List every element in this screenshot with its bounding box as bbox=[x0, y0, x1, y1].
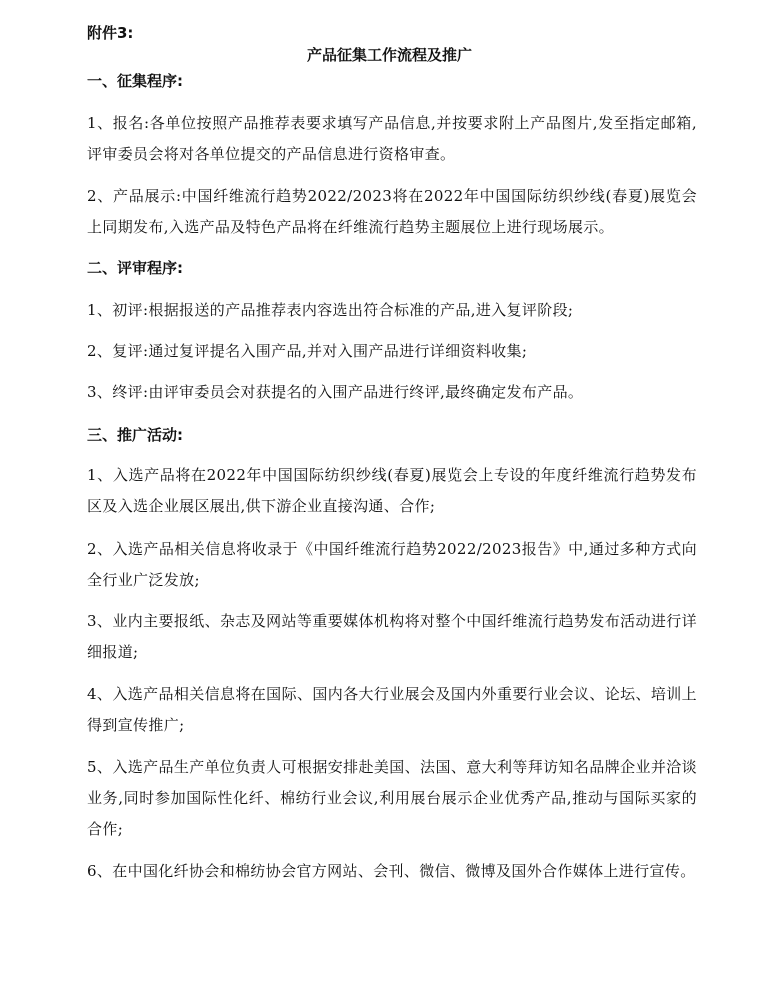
section-heading-collection: 一、征集程序: bbox=[87, 72, 183, 90]
collection-item-2: 2、产品展示:中国纤维流行趋势2022/2023将在2022年中国国际纺织纱线(春夏)展览会上同期发布,入选产品及特色产品将在纤维流行趋势主题展位上进行现场展示。 bbox=[87, 187, 697, 236]
promotion-item-5: 5、入选产品生产单位负责人可根据安排赴美国、法国、意大利等拜访知名品牌企业并洽谈业务,同时参加国际性化纤、棉纺行业会议,利用展台展示企业优秀产品,推动与国际买家的合作; bbox=[87, 758, 697, 838]
promotion-item-4: 4、入选产品相关信息将在国际、国内各大行业展会及国内外重要行业会议、论坛、培训上得到宣传推广; bbox=[87, 685, 697, 734]
review-item-2: 2、复评:通过复评提名入围产品,并对入围产品进行详细资料收集; bbox=[87, 342, 528, 360]
promotion-item-6: 6、在中国化纤协会和棉纺协会官方网站、会刊、微信、微博及国外合作媒体上进行宣传。 bbox=[87, 862, 696, 880]
review-item-3: 3、终评:由评审委员会对获提名的入围产品进行终评,最终确定发布产品。 bbox=[87, 383, 584, 401]
attachment-label: 附件3: bbox=[87, 24, 134, 42]
review-item-1: 1、初评:根据报送的产品推荐表内容选出符合标准的产品,进入复评阶段; bbox=[87, 301, 574, 319]
promotion-item-2: 2、入选产品相关信息将收录于《中国纤维流行趋势2022/2023报告》中,通过多种方式向全行业广泛发放; bbox=[87, 540, 697, 589]
section-heading-promotion: 三、推广活动: bbox=[87, 426, 183, 444]
document-title: 产品征集工作流程及推广 bbox=[306, 46, 472, 64]
promotion-item-3: 3、业内主要报纸、杂志及网站等重要媒体机构将对整个中国纤维流行趋势发布活动进行详细报道; bbox=[87, 612, 697, 661]
collection-item-1: 1、报名:各单位按照产品推荐表要求填写产品信息,并按要求附上产品图片,发至指定邮箱,评审委员会将对各单位提交的产品信息进行资格审查。 bbox=[87, 114, 697, 163]
promotion-item-1: 1、入选产品将在2022年中国国际纺织纱线(春夏)展览会上专设的年度纤维流行趋势发布区及入选企业展区展出,供下游企业直接沟通、合作; bbox=[87, 466, 697, 515]
section-heading-review: 二、评审程序: bbox=[87, 259, 183, 277]
